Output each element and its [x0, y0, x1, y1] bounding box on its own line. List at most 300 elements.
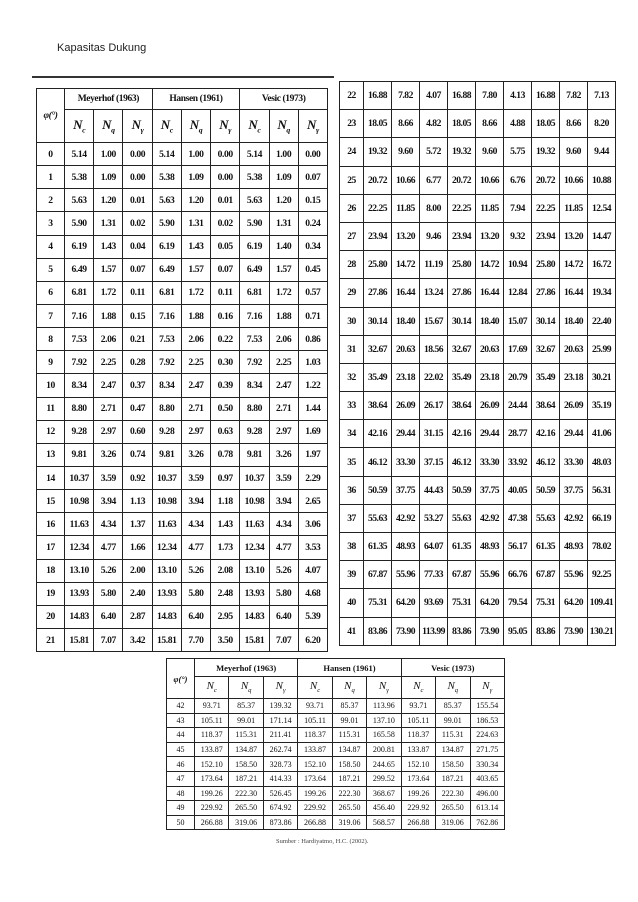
- table-row: [340, 617, 616, 645]
- value-cell: 41.06: [588, 420, 616, 448]
- value-cell: 7.07: [269, 628, 298, 651]
- phi-cell: 26: [340, 194, 364, 222]
- value-cell: 266.88: [401, 815, 435, 830]
- value-cell: 50.59: [448, 476, 476, 504]
- phi-cell: 45: [167, 742, 195, 757]
- value-cell: 42.92: [392, 504, 420, 532]
- phi-cell: 39: [340, 561, 364, 589]
- value-cell: 1.97: [298, 443, 327, 466]
- value-cell: 0.50: [211, 397, 240, 420]
- value-cell: 9.32: [504, 222, 532, 250]
- value-cell: 526.45: [263, 786, 297, 801]
- table-row: [167, 757, 505, 772]
- phi-cell: 27: [340, 222, 364, 250]
- table-row: [37, 189, 328, 212]
- value-cell: 11.19: [420, 251, 448, 279]
- value-cell: 18.40: [476, 307, 504, 335]
- value-cell: 6.77: [420, 166, 448, 194]
- factor-header-row: [167, 677, 505, 699]
- table-row: [37, 559, 328, 582]
- value-cell: 5.63: [152, 189, 181, 212]
- value-cell: 0.05: [211, 235, 240, 258]
- value-cell: 229.92: [298, 801, 332, 816]
- value-cell: 7.13: [588, 82, 616, 110]
- value-cell: 13.20: [560, 222, 588, 250]
- value-cell: 23.94: [532, 222, 560, 250]
- value-cell: 5.63: [65, 189, 94, 212]
- value-cell: 13.93: [240, 582, 269, 605]
- value-cell: 0.24: [298, 212, 327, 235]
- value-cell: 9.81: [240, 443, 269, 466]
- value-cell: 55.63: [448, 504, 476, 532]
- value-cell: 3.94: [269, 490, 298, 513]
- value-cell: 6.76: [504, 166, 532, 194]
- value-cell: 6.40: [269, 605, 298, 628]
- value-cell: 99.01: [436, 713, 470, 728]
- phi-cell: 47: [167, 771, 195, 786]
- value-cell: 55.96: [476, 561, 504, 589]
- value-cell: 0.28: [123, 351, 152, 374]
- value-cell: 8.34: [240, 374, 269, 397]
- header-rule: [32, 76, 334, 78]
- value-cell: 29.44: [560, 420, 588, 448]
- value-cell: 1.09: [269, 166, 298, 189]
- value-cell: 3.26: [94, 443, 123, 466]
- value-cell: 42.16: [364, 420, 392, 448]
- value-cell: 5.63: [240, 189, 269, 212]
- value-cell: 83.86: [532, 617, 560, 645]
- value-cell: 3.26: [269, 443, 298, 466]
- value-cell: 0.74: [123, 443, 152, 466]
- phi-cell: 9: [37, 351, 65, 374]
- value-cell: 23.94: [448, 222, 476, 250]
- value-cell: 8.66: [476, 110, 504, 138]
- value-cell: 99.01: [229, 713, 263, 728]
- value-cell: 64.20: [392, 589, 420, 617]
- value-cell: 1.00: [269, 143, 298, 166]
- value-cell: 93.71: [401, 699, 435, 714]
- value-cell: 25.99: [588, 335, 616, 363]
- value-cell: 12.34: [240, 536, 269, 559]
- value-cell: 99.01: [332, 713, 366, 728]
- value-cell: 8.00: [420, 194, 448, 222]
- value-cell: 0.11: [211, 281, 240, 304]
- value-cell: 13.20: [392, 222, 420, 250]
- value-cell: 5.90: [240, 212, 269, 235]
- value-cell: 11.63: [152, 513, 181, 536]
- value-cell: 32.67: [448, 335, 476, 363]
- value-cell: 134.87: [436, 742, 470, 757]
- value-cell: 0.97: [211, 466, 240, 489]
- table-row: [340, 110, 616, 138]
- value-cell: 199.26: [298, 786, 332, 801]
- value-cell: 22.25: [364, 194, 392, 222]
- value-cell: 330.34: [470, 757, 505, 772]
- phi-cell: 20: [37, 605, 65, 628]
- value-cell: 5.80: [269, 582, 298, 605]
- value-cell: 1.57: [269, 258, 298, 281]
- table-row: [37, 212, 328, 235]
- value-cell: 48.03: [588, 448, 616, 476]
- value-cell: 496.00: [470, 786, 505, 801]
- value-cell: 5.38: [240, 166, 269, 189]
- value-cell: 46.12: [532, 448, 560, 476]
- value-cell: 1.88: [94, 304, 123, 327]
- phi-cell: 10: [37, 374, 65, 397]
- value-cell: 152.10: [195, 757, 229, 772]
- value-cell: 4.34: [94, 513, 123, 536]
- value-cell: 5.14: [152, 143, 181, 166]
- value-cell: 4.77: [269, 536, 298, 559]
- phi-cell: 11: [37, 397, 65, 420]
- table-row: [37, 490, 328, 513]
- value-cell: 7.92: [152, 351, 181, 374]
- value-cell: 7.70: [181, 628, 210, 651]
- table-row: [37, 397, 328, 420]
- value-cell: 4.34: [181, 513, 210, 536]
- value-cell: 0.92: [123, 466, 152, 489]
- value-cell: 19.32: [532, 138, 560, 166]
- value-cell: 0.00: [298, 143, 327, 166]
- value-cell: 0.00: [123, 143, 152, 166]
- table-row: [340, 504, 616, 532]
- value-cell: 22.25: [532, 194, 560, 222]
- value-cell: 9.28: [65, 420, 94, 443]
- value-cell: 1.44: [298, 397, 327, 420]
- value-cell: 1.88: [269, 304, 298, 327]
- phi-cell: 2: [37, 189, 65, 212]
- value-cell: 2.29: [298, 466, 327, 489]
- value-cell: 319.06: [229, 815, 263, 830]
- value-cell: 0.16: [211, 304, 240, 327]
- value-cell: 27.86: [448, 279, 476, 307]
- phi-cell: 17: [37, 536, 65, 559]
- value-cell: 265.50: [332, 801, 366, 816]
- table-row: [37, 281, 328, 304]
- table-row: [37, 513, 328, 536]
- phi-cell: 30: [340, 307, 364, 335]
- table-row: [167, 786, 505, 801]
- value-cell: 1.09: [94, 166, 123, 189]
- value-cell: 10.37: [152, 466, 181, 489]
- value-cell: 229.92: [401, 801, 435, 816]
- value-cell: 130.21: [588, 617, 616, 645]
- value-cell: 115.31: [436, 728, 470, 743]
- value-cell: 9.81: [152, 443, 181, 466]
- value-cell: 14.72: [476, 251, 504, 279]
- value-cell: 15.81: [65, 628, 94, 651]
- bearing-capacity-table-2: [339, 81, 616, 646]
- value-cell: 10.66: [476, 166, 504, 194]
- value-cell: 9.60: [476, 138, 504, 166]
- value-cell: 11.85: [392, 194, 420, 222]
- phi-header: φ(°): [37, 89, 65, 143]
- value-cell: 20.63: [560, 335, 588, 363]
- value-cell: 20.63: [392, 335, 420, 363]
- value-cell: 33.92: [504, 448, 532, 476]
- value-cell: 0.15: [298, 189, 327, 212]
- value-cell: 38.64: [448, 392, 476, 420]
- value-cell: 15.07: [504, 307, 532, 335]
- value-cell: 64.20: [476, 589, 504, 617]
- value-cell: 211.41: [263, 728, 297, 743]
- value-cell: 13.24: [420, 279, 448, 307]
- value-cell: 30.14: [448, 307, 476, 335]
- phi-cell: 34: [340, 420, 364, 448]
- value-cell: 3.26: [181, 443, 210, 466]
- phi-cell: 7: [37, 304, 65, 327]
- value-cell: 2.71: [94, 397, 123, 420]
- phi-cell: 0: [37, 143, 65, 166]
- value-cell: 4.82: [420, 110, 448, 138]
- page-header: Kapasitas Dukung: [57, 42, 147, 54]
- value-cell: 171.14: [263, 713, 297, 728]
- value-cell: 173.64: [298, 771, 332, 786]
- value-cell: 25.80: [364, 251, 392, 279]
- value-cell: 66.76: [504, 561, 532, 589]
- factor-header: $N_q$: [436, 677, 470, 699]
- factor-header: $N_\gamma$: [470, 677, 505, 699]
- table-row: [37, 304, 328, 327]
- value-cell: 37.15: [420, 448, 448, 476]
- value-cell: 55.63: [364, 504, 392, 532]
- table-row: [37, 235, 328, 258]
- value-cell: 8.66: [560, 110, 588, 138]
- value-cell: 9.60: [392, 138, 420, 166]
- value-cell: 5.80: [181, 582, 210, 605]
- phi-cell: 1: [37, 166, 65, 189]
- table-row: [37, 628, 328, 651]
- value-cell: 27.86: [364, 279, 392, 307]
- phi-cell: 6: [37, 281, 65, 304]
- value-cell: 35.49: [364, 363, 392, 391]
- value-cell: 7.82: [560, 82, 588, 110]
- value-cell: 0.21: [123, 328, 152, 351]
- value-cell: 8.80: [65, 397, 94, 420]
- value-cell: 26.09: [392, 392, 420, 420]
- value-cell: 6.19: [152, 235, 181, 258]
- value-cell: 28.77: [504, 420, 532, 448]
- value-cell: 26.09: [560, 392, 588, 420]
- value-cell: 222.30: [436, 786, 470, 801]
- value-cell: 13.93: [152, 582, 181, 605]
- table-row: [37, 443, 328, 466]
- value-cell: 674.92: [263, 801, 297, 816]
- value-cell: 35.49: [532, 363, 560, 391]
- value-cell: 83.86: [448, 617, 476, 645]
- value-cell: 118.37: [195, 728, 229, 743]
- value-cell: 139.32: [263, 699, 297, 714]
- value-cell: 568.57: [367, 815, 401, 830]
- value-cell: 134.87: [229, 742, 263, 757]
- value-cell: 5.14: [65, 143, 94, 166]
- value-cell: 17.69: [504, 335, 532, 363]
- value-cell: 105.11: [298, 713, 332, 728]
- phi-cell: 36: [340, 476, 364, 504]
- phi-cell: 41: [340, 617, 364, 645]
- value-cell: 6.19: [240, 235, 269, 258]
- value-cell: 2.65: [298, 490, 327, 513]
- value-cell: 6.81: [240, 281, 269, 304]
- value-cell: 42.92: [560, 504, 588, 532]
- value-cell: 46.12: [448, 448, 476, 476]
- table-row: [340, 561, 616, 589]
- value-cell: 10.66: [392, 166, 420, 194]
- value-cell: 93.71: [298, 699, 332, 714]
- value-cell: 8.80: [152, 397, 181, 420]
- value-cell: 38.64: [364, 392, 392, 420]
- phi-cell: 44: [167, 728, 195, 743]
- phi-cell: 25: [340, 166, 364, 194]
- value-cell: 133.87: [298, 742, 332, 757]
- value-cell: 9.81: [65, 443, 94, 466]
- value-cell: 0.60: [123, 420, 152, 443]
- value-cell: 5.80: [94, 582, 123, 605]
- value-cell: 33.30: [476, 448, 504, 476]
- value-cell: 5.14: [240, 143, 269, 166]
- table-row: [37, 328, 328, 351]
- method-header-vesic: Vesic (1973): [401, 659, 504, 677]
- value-cell: 25.80: [448, 251, 476, 279]
- value-cell: 18.56: [420, 335, 448, 363]
- value-cell: 73.90: [560, 617, 588, 645]
- value-cell: 133.87: [195, 742, 229, 757]
- value-cell: 2.25: [94, 351, 123, 374]
- value-cell: 115.31: [332, 728, 366, 743]
- value-cell: 6.81: [65, 281, 94, 304]
- phi-cell: 33: [340, 392, 364, 420]
- value-cell: 4.88: [504, 110, 532, 138]
- factor-header: $N_\gamma$: [367, 677, 401, 699]
- value-cell: 37.75: [560, 476, 588, 504]
- phi-cell: 21: [37, 628, 65, 651]
- value-cell: 1.88: [181, 304, 210, 327]
- table-row: [167, 815, 505, 830]
- value-cell: 2.25: [181, 351, 210, 374]
- value-cell: 5.75: [504, 138, 532, 166]
- factor-header: $N_c$: [240, 110, 269, 143]
- phi-cell: 35: [340, 448, 364, 476]
- value-cell: 10.37: [240, 466, 269, 489]
- value-cell: 30.14: [364, 307, 392, 335]
- value-cell: 2.40: [123, 582, 152, 605]
- value-cell: 14.83: [240, 605, 269, 628]
- value-cell: 0.34: [298, 235, 327, 258]
- value-cell: 1.20: [269, 189, 298, 212]
- value-cell: 0.30: [211, 351, 240, 374]
- factor-header: $N_c$: [152, 110, 181, 143]
- value-cell: 1.43: [211, 513, 240, 536]
- value-cell: 3.94: [94, 490, 123, 513]
- value-cell: 0.86: [298, 328, 327, 351]
- value-cell: 5.39: [298, 605, 327, 628]
- factor-header: $N_q$: [181, 110, 210, 143]
- phi-cell: 32: [340, 363, 364, 391]
- value-cell: 1.66: [123, 536, 152, 559]
- value-cell: 199.26: [401, 786, 435, 801]
- value-cell: 6.40: [181, 605, 210, 628]
- value-cell: 18.05: [532, 110, 560, 138]
- table-row: [340, 533, 616, 561]
- table-row: [340, 392, 616, 420]
- value-cell: 12.54: [588, 194, 616, 222]
- value-cell: 10.66: [560, 166, 588, 194]
- value-cell: 6.20: [298, 628, 327, 651]
- value-cell: 155.54: [470, 699, 505, 714]
- value-cell: 3.50: [211, 628, 240, 651]
- value-cell: 14.72: [392, 251, 420, 279]
- value-cell: 10.98: [65, 490, 94, 513]
- phi-cell: 14: [37, 466, 65, 489]
- factor-header: $N_c$: [298, 677, 332, 699]
- value-cell: 47.38: [504, 504, 532, 532]
- value-cell: 9.28: [152, 420, 181, 443]
- value-cell: 0.00: [211, 143, 240, 166]
- value-cell: 165.58: [367, 728, 401, 743]
- value-cell: 22.40: [588, 307, 616, 335]
- value-cell: 67.87: [448, 561, 476, 589]
- value-cell: 6.19: [65, 235, 94, 258]
- value-cell: 18.40: [392, 307, 420, 335]
- value-cell: 199.26: [195, 786, 229, 801]
- value-cell: 55.96: [392, 561, 420, 589]
- factor-header: $N_\gamma$: [298, 110, 327, 143]
- value-cell: 1.72: [181, 281, 210, 304]
- value-cell: 38.64: [532, 392, 560, 420]
- value-cell: 13.93: [65, 582, 94, 605]
- value-cell: 29.44: [392, 420, 420, 448]
- value-cell: 0.57: [298, 281, 327, 304]
- value-cell: 18.05: [448, 110, 476, 138]
- value-cell: 48.93: [476, 533, 504, 561]
- value-cell: 0.47: [123, 397, 152, 420]
- phi-cell: 12: [37, 420, 65, 443]
- value-cell: 1.37: [123, 513, 152, 536]
- value-cell: 14.47: [588, 222, 616, 250]
- value-cell: 61.35: [448, 533, 476, 561]
- value-cell: 56.17: [504, 533, 532, 561]
- value-cell: 266.88: [298, 815, 332, 830]
- value-cell: 9.60: [560, 138, 588, 166]
- value-cell: 25.80: [532, 251, 560, 279]
- value-cell: 0.02: [123, 212, 152, 235]
- value-cell: 1.09: [181, 166, 210, 189]
- value-cell: 5.38: [65, 166, 94, 189]
- phi-cell: 23: [340, 110, 364, 138]
- table-row: [37, 420, 328, 443]
- value-cell: 64.07: [420, 533, 448, 561]
- value-cell: 20.72: [448, 166, 476, 194]
- value-cell: 2.97: [94, 420, 123, 443]
- value-cell: 8.80: [240, 397, 269, 420]
- table-row: [340, 363, 616, 391]
- value-cell: 1.31: [181, 212, 210, 235]
- table-row: [167, 713, 505, 728]
- value-cell: 1.31: [94, 212, 123, 235]
- phi-cell: 5: [37, 258, 65, 281]
- value-cell: 19.32: [364, 138, 392, 166]
- factor-header: $N_\gamma$: [211, 110, 240, 143]
- value-cell: 31.15: [420, 420, 448, 448]
- value-cell: 137.10: [367, 713, 401, 728]
- value-cell: 13.10: [65, 559, 94, 582]
- value-cell: 2.48: [211, 582, 240, 605]
- value-cell: 7.94: [504, 194, 532, 222]
- value-cell: 20.72: [364, 166, 392, 194]
- value-cell: 55.63: [532, 504, 560, 532]
- value-cell: 7.92: [65, 351, 94, 374]
- table-row: [340, 335, 616, 363]
